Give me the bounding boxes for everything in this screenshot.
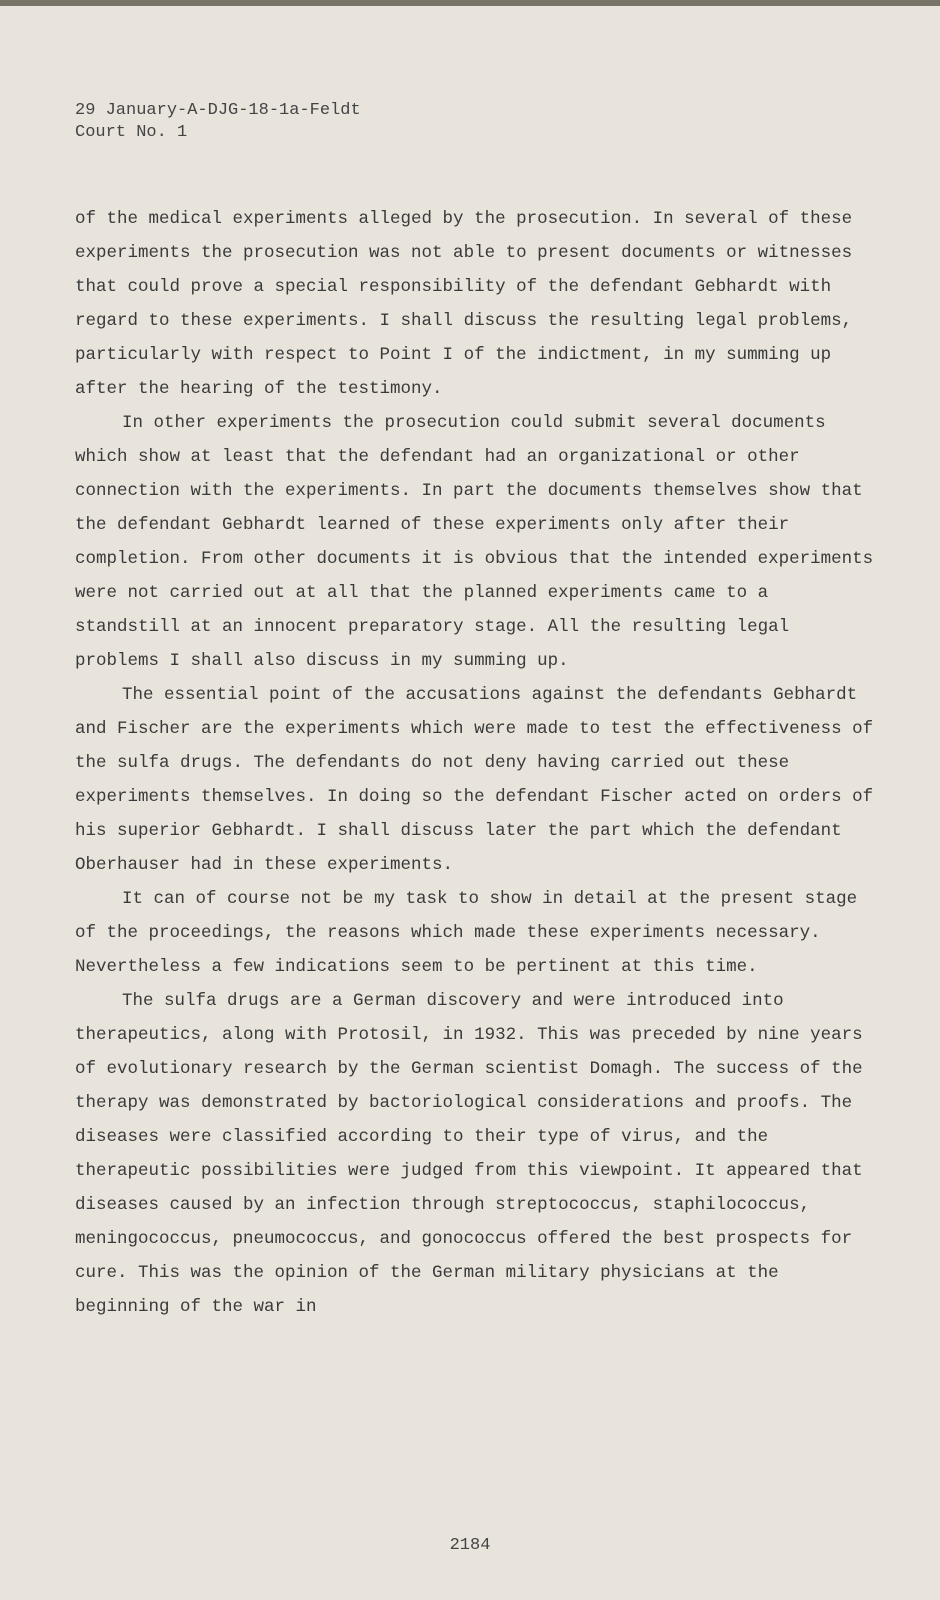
header-reference: 29 January-A-DJG-18-1a-Feldt <box>75 101 361 120</box>
paragraph-2: In other experiments the prosecution could submit several documents which show at least that the defendant had an organizational or other connection with the experiments. In part the documents themselves show that the defendant Gebhardt learned of these experiments only after their completion. From other documents it is obvious that the intended experiments were not carried out at all that the planned experiments came to a standstill at an innocent preparatory stage. All the resulting legal problems I shall also discuss in my summing up. <box>75 413 874 671</box>
document-header <box>75 100 361 144</box>
page-top-edge <box>0 0 940 6</box>
header-court: Court No. 1 <box>75 123 188 142</box>
document-body <box>75 202 880 1324</box>
paragraph-3: The essential point of the accusations against the defendants Gebhardt and Fischer are the experiments which were made to test the effectiveness of the sulfa drugs. The defendants do not deny having carried out these experiments themselves. In doing so the defendant Fischer acted on orders of his superior Gebhardt. I shall discuss later the part which the defendant Oberhauser had in these experiments. <box>75 685 874 875</box>
paragraph-5: The sulfa drugs are a German discovery and were introduced into therapeutics, along with Protosil, in 1932. This was preceded by nine years of evolutionary research by the German scientist Domagh. The success of the therapy was demonstrated by bactoriological considerations and proofs. The diseases were classified according to their type of virus, and the therapeutic possibilities were judged from this viewpoint. It appeared that diseases caused by an infection through streptococcus, staphilococcus, meningococcus, pneumococcus, and gonococcus offered the best prospects for cure. This was the opinion of the German military physicians at the beginning of the war in <box>75 991 863 1317</box>
paragraph-4: It can of course not be my task to show in detail at the present stage of the proceedings, the reasons which made these experiments necessary. Nevertheless a few indications seem to be pertinent at this time. <box>75 889 858 977</box>
page-number: 2184 <box>449 1536 491 1555</box>
paragraph-1: of the medical experiments alleged by the prosecution. In several of these experiments the prosecution was not able to present documents or witnesses that could prove a special responsibility of the defendant Gebhardt with regard to these experiments. I shall discuss the resulting legal problems, particularly with respect to Point I of the indictment, in my summing up after the hearing of the testimony. <box>75 209 853 399</box>
